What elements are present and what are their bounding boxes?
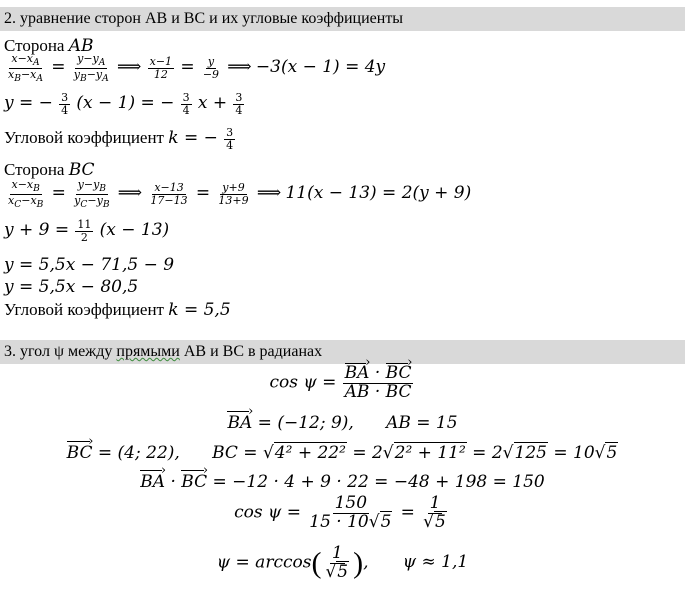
dot-product-line: BA › · BC › = −12 · 4 + 9 · 22 = −48 + 198 = 150: [0, 472, 685, 492]
side-ab-equation-2: y = − $\frac{3}{4}$ (x − 1) = − $\frac{3}{4}$ x + $\frac{3}{4}$: [4, 91, 243, 117]
side-bc-equation-1: $\frac{x-x_B}{x_C-x_B}$ = $\frac{y-y_B}{y_C-y_B}$ ⟹ $\frac{x-13}{17-13}$ = $\frac{y+9}{13+9}$ ⟹ 11(x − 13) = 2(y + 9): [8, 178, 472, 210]
psi-result-line: ψ = arccos( $\frac{1}{√5}$ ), ψ ≈ 1,1: [216, 543, 469, 582]
fraction: $\frac{11}{2}$: [77, 218, 92, 244]
section-2-title: 2. уравнение сторон АВ и ВС и их угловые коэффициенты: [4, 10, 404, 27]
side-ab-equation-1: $\frac{x-x_A}{x_B-x_A}$ = $\frac{y-y_A}{y_B-y_A}$ ⟹ $\frac{x-1}{12}$ = $\frac{y}{-9}$ ⟹ −3(x − 1) = 4y: [8, 52, 386, 84]
fraction: $\frac{3}{4}$: [226, 126, 234, 152]
fraction: $\frac{x-13}{17-13}$: [150, 181, 188, 207]
fraction: $\frac{1}{√5}$: [423, 493, 446, 532]
section-3-header: 3. угол ψ между прямыми АВ и ВС в радианах: [0, 340, 685, 364]
fraction: $\frac{3}{4}$: [235, 91, 243, 117]
side-bc-equation-3: y = 5,5x − 71,5 − 9: [4, 255, 175, 275]
side-ab-slope: Угловой коэффициент k = − $\frac{3}{4}$: [4, 126, 234, 152]
fraction: $\frac{3}{4}$: [61, 91, 69, 117]
fraction: $\frac{y-y_A}{y_B-y_A}$: [73, 52, 109, 84]
fraction: $\frac{3}{4}$: [182, 91, 190, 117]
fraction: $\frac{y}{-9}$: [202, 55, 220, 81]
fraction: $\frac{BA › \cdot BC ›}{AB \cdot BC}$: [343, 365, 414, 402]
side-bc-slope: Угловой коэффициент k = 5,5: [4, 300, 231, 320]
fraction: $\frac{x-1}{12}$: [149, 55, 173, 81]
side-bc-heading: Сторона BC: [4, 160, 95, 180]
side-bc-equation-4: y = 5,5x − 80,5: [4, 277, 139, 297]
fraction: $\frac{x-x_B}{x_C-x_B}$: [8, 178, 44, 210]
cos-formula: cos ψ = $\frac{BA › \cdot BC ›}{AB \cdot BC}$: [0, 365, 685, 402]
side-ab-heading: Сторона AB: [4, 36, 94, 56]
section-2-header: [0, 7, 685, 31]
cos-value-line: cos ψ = $\frac{150}{15 \cdot 10√5}$ = $\frac{1}{√5}$: [0, 495, 685, 532]
fraction: $\frac{y+9}{13+9}$: [218, 181, 249, 207]
vector-ba-line: BA › = (−12; 9), AB = 15: [0, 413, 685, 433]
fraction: $\frac{y-y_B}{y_C-y_B}$: [74, 178, 110, 210]
fraction: $\frac{x-x_A}{x_B-x_A}$: [8, 52, 43, 84]
vector-bc-line: BC › = (4; 22), BC = √4² + 22² = 2√2² + 11² = 2√125 = 10√5: [0, 443, 685, 463]
fraction: $\frac{150}{15 \cdot 10√5}$: [309, 493, 392, 532]
side-bc-equation-2: y + 9 = $\frac{11}{2}$ (x − 13): [4, 218, 170, 244]
fraction: $\frac{1}{√5}$: [325, 543, 349, 582]
